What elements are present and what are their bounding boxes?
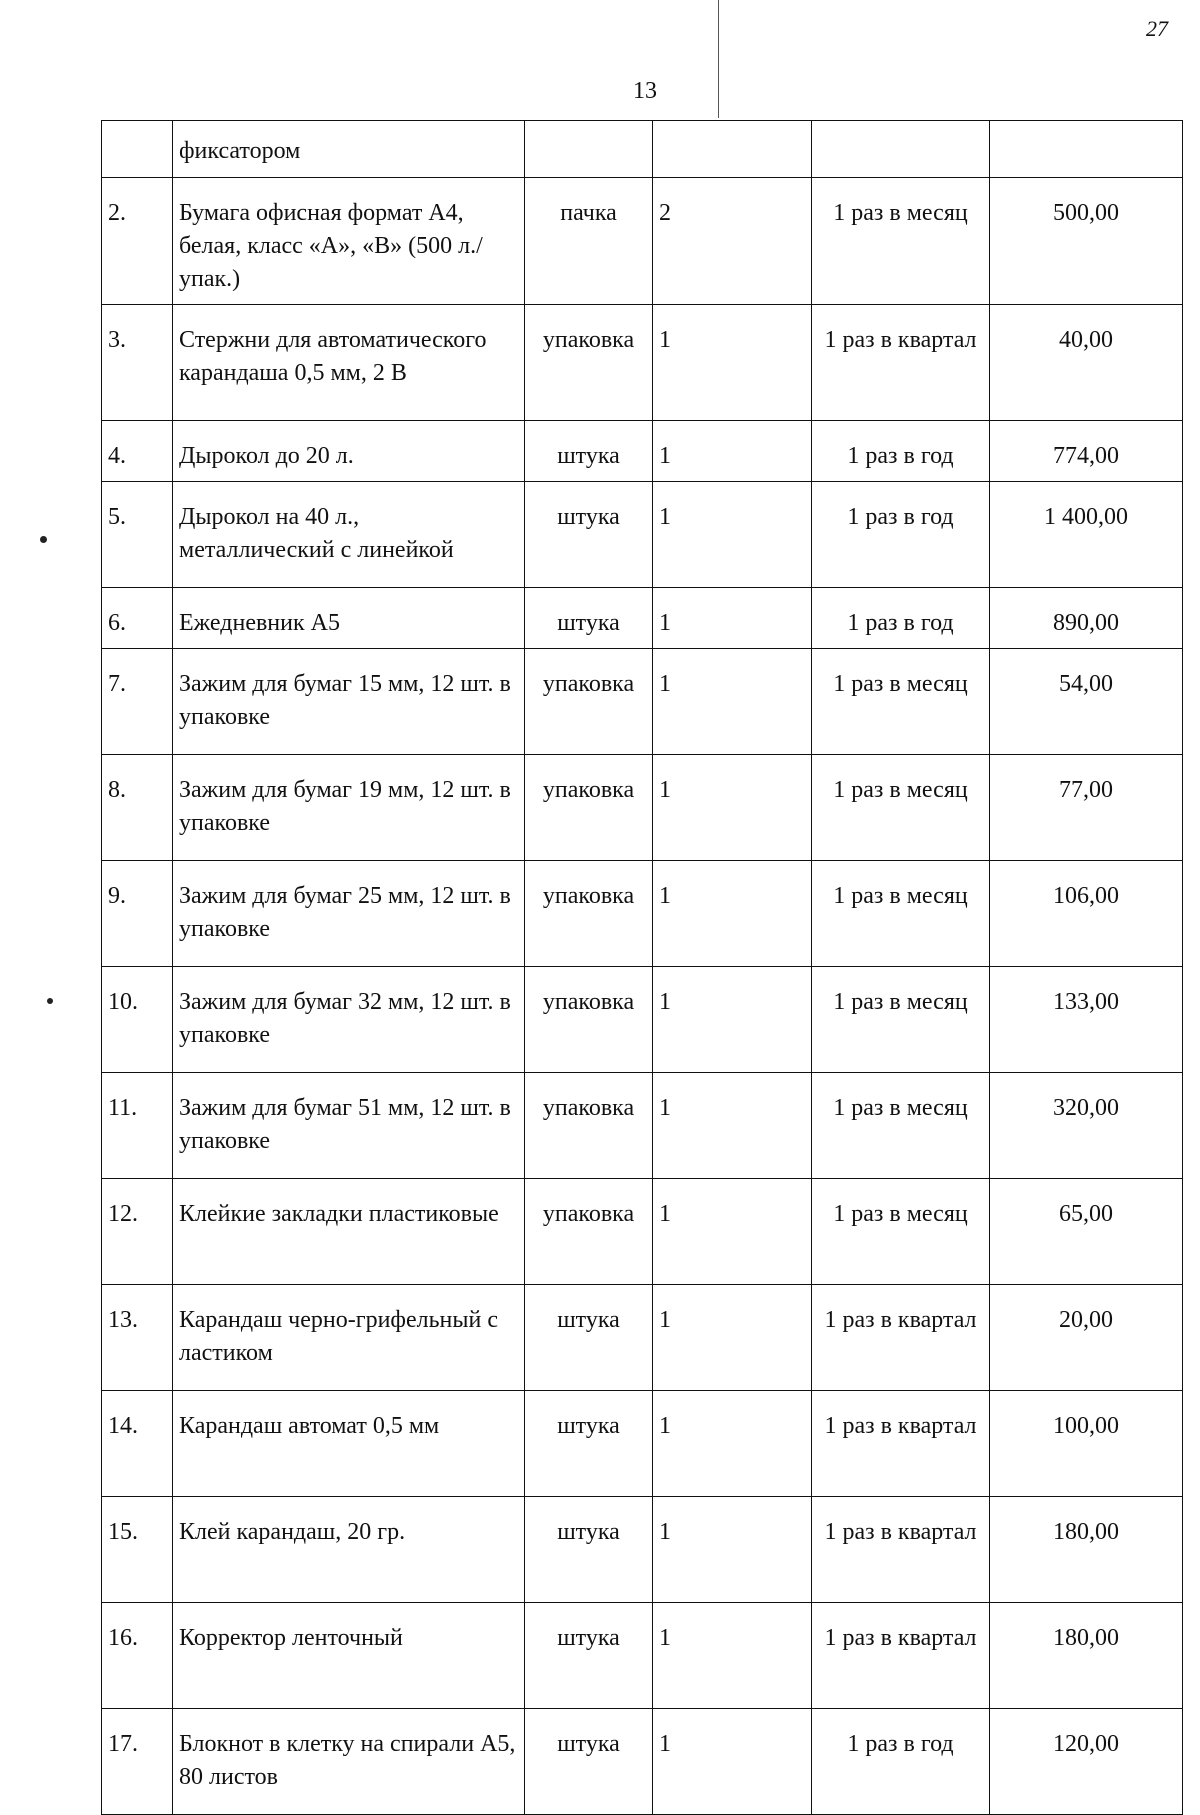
cell-num: 16. bbox=[102, 1603, 173, 1709]
cell-num: 15. bbox=[102, 1497, 173, 1603]
table-row bbox=[102, 861, 1183, 967]
cell-qty: 1 bbox=[653, 649, 812, 755]
cell-qty: 1 bbox=[653, 588, 812, 649]
cell-num: 17. bbox=[102, 1709, 173, 1815]
cell-price: 20,00 bbox=[990, 1285, 1183, 1391]
cell-unit: упаковка bbox=[525, 967, 653, 1073]
cell-price: 180,00 bbox=[990, 1497, 1183, 1603]
cell-name: Дырокол до 20 л. bbox=[173, 421, 525, 482]
cell-unit: штука bbox=[525, 588, 653, 649]
cell-num bbox=[102, 121, 173, 178]
cell-price: 120,00 bbox=[990, 1709, 1183, 1815]
cell-unit: упаковка bbox=[525, 649, 653, 755]
cell-price: 500,00 bbox=[990, 178, 1183, 305]
cell-unit: штука bbox=[525, 482, 653, 588]
cell-price: 65,00 bbox=[990, 1179, 1183, 1285]
cell-num: 2. bbox=[102, 178, 173, 305]
cell-name: Ежедневник А5 bbox=[173, 588, 525, 649]
table-row bbox=[102, 1497, 1183, 1603]
cell-name: Блокнот в клетку на спирали А5, 80 листов bbox=[173, 1709, 525, 1815]
cell-num: 4. bbox=[102, 421, 173, 482]
cell-frequency: 1 раз в месяц bbox=[812, 861, 990, 967]
handwritten-sheet-number: 27 bbox=[1146, 16, 1168, 41]
cell-frequency: 1 раз в год bbox=[812, 1709, 990, 1815]
table-row bbox=[102, 755, 1183, 861]
cell-qty: 1 bbox=[653, 967, 812, 1073]
cell-unit: штука bbox=[525, 1603, 653, 1709]
cell-price: 133,00 bbox=[990, 967, 1183, 1073]
cell-qty: 1 bbox=[653, 1497, 812, 1603]
cell-frequency: 1 раз в месяц bbox=[812, 1073, 990, 1179]
table-row bbox=[102, 1391, 1183, 1497]
table-row bbox=[102, 178, 1183, 305]
table-row bbox=[102, 1073, 1183, 1179]
cell-price: 774,00 bbox=[990, 421, 1183, 482]
cell-frequency: 1 раз в квартал bbox=[812, 305, 990, 421]
cell-unit: упаковка bbox=[525, 1073, 653, 1179]
table-row bbox=[102, 649, 1183, 755]
cell-num: 8. bbox=[102, 755, 173, 861]
cell-name: Зажим для бумаг 25 мм, 12 шт. в упаковке bbox=[173, 861, 525, 967]
scan-speck bbox=[47, 998, 53, 1004]
cell-num: 13. bbox=[102, 1285, 173, 1391]
cell-price: 54,00 bbox=[990, 649, 1183, 755]
table-row bbox=[102, 421, 1183, 482]
cell-frequency: 1 раз в квартал bbox=[812, 1391, 990, 1497]
cell-name: Зажим для бумаг 32 мм, 12 шт. в упаковке bbox=[173, 967, 525, 1073]
cell-qty: 1 bbox=[653, 861, 812, 967]
cell-name: Зажим для бумаг 19 мм, 12 шт. в упаковке bbox=[173, 755, 525, 861]
table-row bbox=[102, 305, 1183, 421]
cell-qty: 1 bbox=[653, 482, 812, 588]
cell-unit: пачка bbox=[525, 178, 653, 305]
cell-price: 1 400,00 bbox=[990, 482, 1183, 588]
cell-qty bbox=[653, 121, 812, 178]
cell-price: 106,00 bbox=[990, 861, 1183, 967]
cell-qty: 1 bbox=[653, 1285, 812, 1391]
cell-frequency: 1 раз в месяц bbox=[812, 755, 990, 861]
cell-unit: штука bbox=[525, 421, 653, 482]
cell-frequency bbox=[812, 121, 990, 178]
cell-qty: 1 bbox=[653, 1603, 812, 1709]
cell-frequency: 1 раз в месяц bbox=[812, 649, 990, 755]
cell-frequency: 1 раз в квартал bbox=[812, 1603, 990, 1709]
table-body bbox=[102, 121, 1183, 1815]
cell-name: Клей карандаш, 20 гр. bbox=[173, 1497, 525, 1603]
cell-price: 100,00 bbox=[990, 1391, 1183, 1497]
cell-qty: 1 bbox=[653, 1073, 812, 1179]
cell-frequency: 1 раз в квартал bbox=[812, 1285, 990, 1391]
cell-unit: упаковка bbox=[525, 1179, 653, 1285]
cell-num: 11. bbox=[102, 1073, 173, 1179]
cell-name: Дырокол на 40 л., металлический с линейкой bbox=[173, 482, 525, 588]
cell-name: Корректор ленточный bbox=[173, 1603, 525, 1709]
cell-unit: штука bbox=[525, 1391, 653, 1497]
cell-price: 320,00 bbox=[990, 1073, 1183, 1179]
cell-price: 40,00 bbox=[990, 305, 1183, 421]
cell-frequency: 1 раз в год bbox=[812, 482, 990, 588]
cell-num: 3. bbox=[102, 305, 173, 421]
cell-qty: 1 bbox=[653, 1391, 812, 1497]
cell-frequency: 1 раз в год bbox=[812, 421, 990, 482]
cell-name: Бумага офисная формат А4, белая, класс «А», «В» (500 л./упак.) bbox=[173, 178, 525, 305]
cell-name: Зажим для бумаг 15 мм, 12 шт. в упаковке bbox=[173, 649, 525, 755]
cell-num: 6. bbox=[102, 588, 173, 649]
cell-qty: 1 bbox=[653, 421, 812, 482]
page-number: 13 bbox=[633, 78, 657, 104]
cell-price: 180,00 bbox=[990, 1603, 1183, 1709]
table-row bbox=[102, 967, 1183, 1073]
table-row bbox=[102, 1285, 1183, 1391]
cell-num: 7. bbox=[102, 649, 173, 755]
cell-price: 77,00 bbox=[990, 755, 1183, 861]
cell-qty: 1 bbox=[653, 1179, 812, 1285]
cell-price: 890,00 bbox=[990, 588, 1183, 649]
cell-name: Карандаш черно-грифельный с ластиком bbox=[173, 1285, 525, 1391]
cell-name: фиксатором bbox=[173, 121, 525, 178]
cell-frequency: 1 раз в год bbox=[812, 588, 990, 649]
cell-frequency: 1 раз в месяц bbox=[812, 1179, 990, 1285]
cell-num: 5. bbox=[102, 482, 173, 588]
table-row bbox=[102, 482, 1183, 588]
cell-frequency: 1 раз в месяц bbox=[812, 178, 990, 305]
table-row bbox=[102, 1179, 1183, 1285]
cell-unit: штука bbox=[525, 1285, 653, 1391]
table-row bbox=[102, 1603, 1183, 1709]
cell-frequency: 1 раз в месяц bbox=[812, 967, 990, 1073]
cell-unit: штука bbox=[525, 1709, 653, 1815]
cell-unit: упаковка bbox=[525, 755, 653, 861]
cell-unit: упаковка bbox=[525, 305, 653, 421]
cell-unit: штука bbox=[525, 1497, 653, 1603]
cell-name: Зажим для бумаг 51 мм, 12 шт. в упаковке bbox=[173, 1073, 525, 1179]
cell-qty: 2 bbox=[653, 178, 812, 305]
table-row bbox=[102, 588, 1183, 649]
cell-unit: упаковка bbox=[525, 861, 653, 967]
cell-qty: 1 bbox=[653, 1709, 812, 1815]
cell-qty: 1 bbox=[653, 305, 812, 421]
table-row-continuation bbox=[102, 121, 1183, 178]
cell-price bbox=[990, 121, 1183, 178]
cell-frequency: 1 раз в квартал bbox=[812, 1497, 990, 1603]
supplies-table bbox=[101, 120, 1183, 1815]
cell-num: 14. bbox=[102, 1391, 173, 1497]
cell-qty: 1 bbox=[653, 755, 812, 861]
table-row bbox=[102, 1709, 1183, 1815]
cell-unit bbox=[525, 121, 653, 178]
cell-name: Карандаш автомат 0,5 мм bbox=[173, 1391, 525, 1497]
cell-name: Стержни для автоматического карандаша 0,5 мм, 2 В bbox=[173, 305, 525, 421]
cell-num: 12. bbox=[102, 1179, 173, 1285]
cell-name: Клейкие закладки пластиковые bbox=[173, 1179, 525, 1285]
cell-num: 10. bbox=[102, 967, 173, 1073]
scan-speck bbox=[40, 536, 47, 543]
cell-num: 9. bbox=[102, 861, 173, 967]
